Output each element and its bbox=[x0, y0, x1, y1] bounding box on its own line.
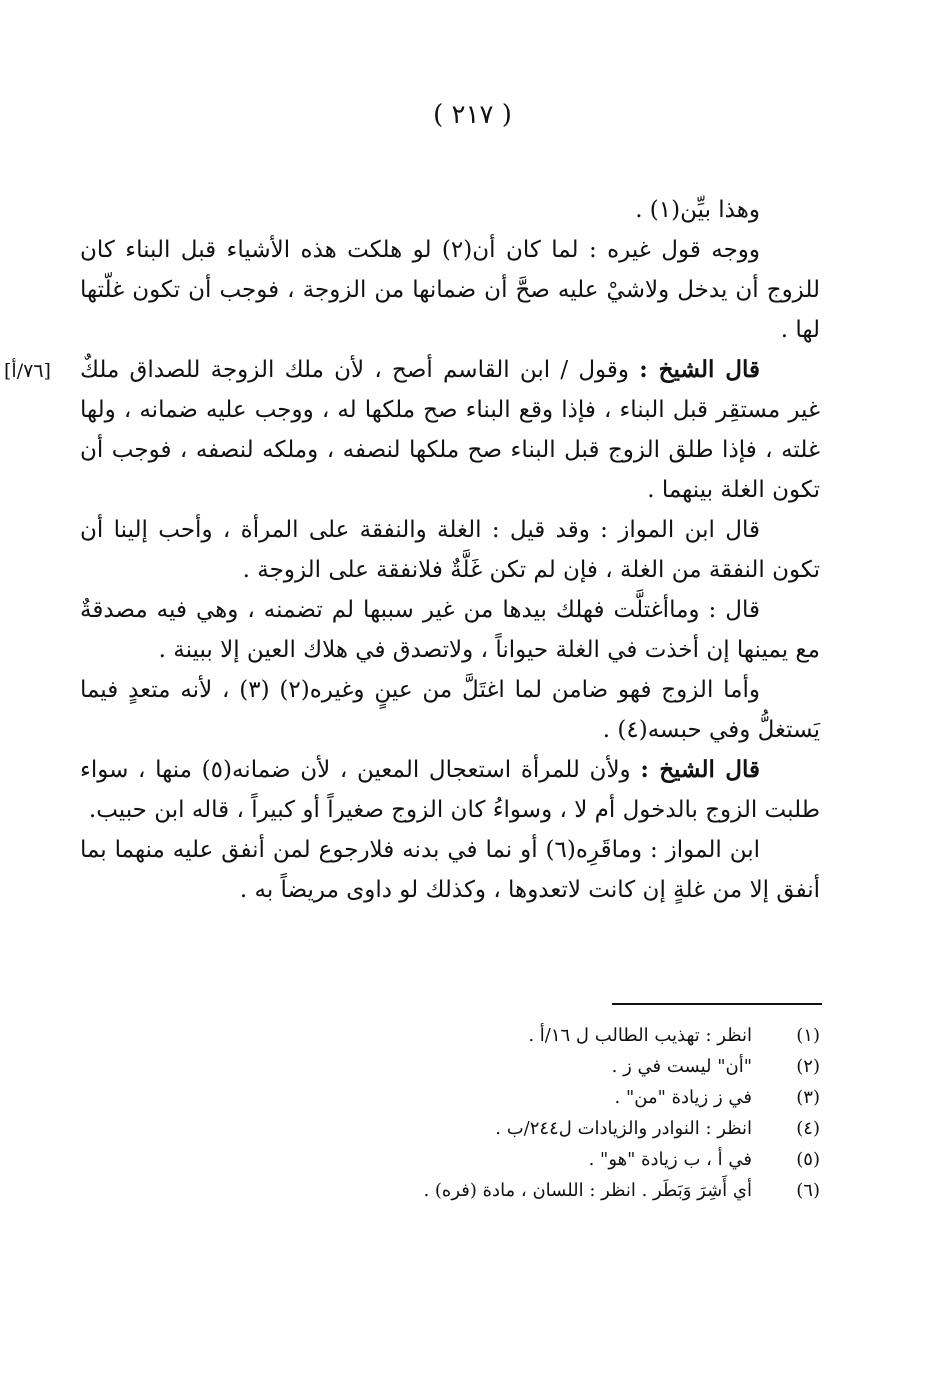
paragraph bbox=[80, 750, 820, 830]
footnote-number: (٦) bbox=[796, 1180, 820, 1201]
speaker-label: قال الشيخ : bbox=[639, 356, 761, 383]
paragraph bbox=[80, 230, 820, 350]
footnote-number: (٤) bbox=[796, 1118, 820, 1139]
footnote bbox=[160, 1020, 820, 1051]
paragraph-text: وأما الزوج فهو ضامن لما اغتَلَّ من عينٍ وغيره(٢) (٣) ، لأنه متعدٍ فيما يَستغلُّ وفي حبسه(٤) . bbox=[80, 677, 820, 743]
paragraph bbox=[80, 190, 820, 230]
footnote bbox=[160, 1175, 820, 1206]
paragraph bbox=[80, 670, 820, 750]
paragraph-text: ولأن للمرأة استعجال المعين ، لأن ضمانه(٥) منها ، سواء طلبت الزوج بالدخول أم لا ، وسواءُ كان الزوج صغيراً أو كبيراً ، قاله ابن حبيب. bbox=[80, 757, 820, 823]
footnotes bbox=[160, 1020, 820, 1206]
footnote bbox=[160, 1113, 820, 1144]
footnote-text: أي أَشِرَ وَبَطَر . انظر : اللسان ، مادة (فره) . bbox=[423, 1180, 752, 1201]
footnote-text: انظر : تهذيب الطالب ل ١٦/أ . bbox=[528, 1025, 752, 1046]
footnote-text: في ز زيادة "من" . bbox=[614, 1087, 752, 1108]
footnote-rule bbox=[612, 1003, 822, 1005]
paragraph bbox=[80, 830, 820, 910]
footnote-number: (١) bbox=[796, 1025, 820, 1046]
paragraph bbox=[80, 350, 820, 510]
body-text bbox=[80, 190, 820, 910]
paragraph-text: ووجه قول غيره : لما كان أن(٢) لو هلكت هذه الأشياء قبل البناء كان للزوج أن يدخل ولاشيْ عليه صحَّ أن ضمانها من الزوجة ، فوجب أن تكون غلّتها لها . bbox=[80, 237, 820, 343]
footnote bbox=[160, 1144, 820, 1175]
paragraph-text: قال : وماأغتلَّت فهلك بيدها من غير سببها لم تضمنه ، وهي فيه مصدقةٌ مع يمينها إن أخذت في الغلة حيواناً ، ولاتصدق في هلاك العين إلا ببينة . bbox=[80, 597, 820, 663]
paragraph-text: وهذا بيِّن(١) . bbox=[635, 197, 760, 223]
footnote-text: في أ ، ب زيادة "هو" . bbox=[588, 1149, 752, 1170]
page-number: ( ٢١٧ ) bbox=[433, 100, 512, 130]
footnote bbox=[160, 1051, 820, 1082]
footnote-number: (٣) bbox=[796, 1087, 820, 1108]
paragraph bbox=[80, 590, 820, 670]
footnote-number: (٥) bbox=[796, 1149, 820, 1170]
paragraph bbox=[80, 510, 820, 590]
footnote bbox=[160, 1082, 820, 1113]
paragraph-text: قال ابن المواز : وقد قيل : الغلة والنفقة على المرأة ، وأحب إلينا أن تكون النفقة من الغلة ، فإن لم تكن غَلَّةٌ فلانفقة على الزوجة . bbox=[80, 517, 820, 583]
footnote-text: "أن" ليست في ز . bbox=[611, 1056, 752, 1077]
speaker-label: قال الشيخ : bbox=[640, 756, 760, 783]
margin-reference: [٧٦/أ] bbox=[4, 360, 51, 382]
paragraph-text: وقول / ابن القاسم أصح ، لأن ملك الزوجة للصداق ملكٌ غير مستقِر قبل البناء ، فإذا وقع البناء صح ملكها له ، ووجب عليه ضمانه ، ولها غلته ، فإذا طلق الزوج قبل البناء صح ملكها لنصفه ، وملكه لنصفه ، فوجب أن تكون الغلة بينهما . bbox=[80, 357, 820, 503]
paragraph-text: ابن المواز : وماقَرِه(٦) أو نما في بدنه فلارجوع لمن أنفق عليه منهما بما أنفق إلا من غلةٍ إن كانت لاتعدوها ، وكذلك لو داوى مريضاً به . bbox=[80, 837, 820, 903]
footnote-text: انظر : النوادر والزيادات ل٢٤٤/ب . bbox=[495, 1118, 752, 1139]
footnote-number: (٢) bbox=[796, 1056, 820, 1077]
